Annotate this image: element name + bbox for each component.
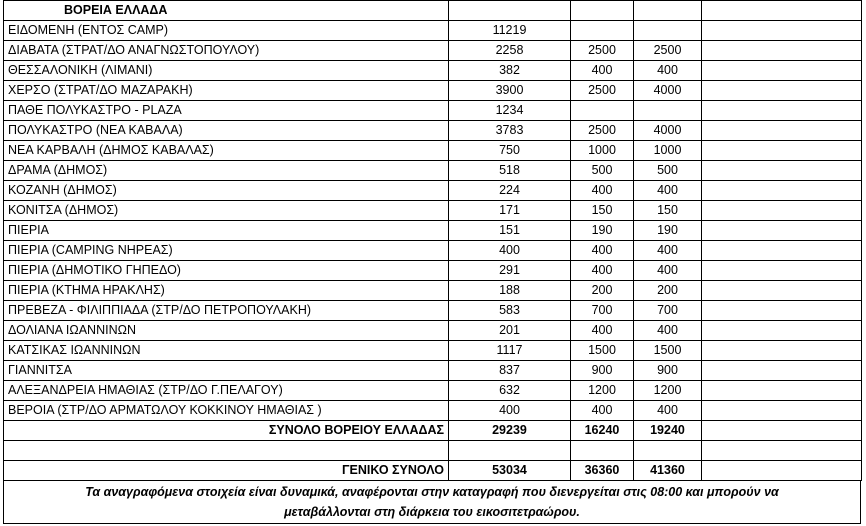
value-col-2: 2500 — [571, 41, 634, 61]
value-col-3: 1200 — [634, 381, 702, 401]
table-row — [4, 181, 862, 201]
value-col-2: 400 — [571, 401, 634, 421]
location-name: ΠΙΕΡΙΑ (ΔΗΜΟΤΙΚΟ ΓΗΠΕΔΟ) — [4, 261, 449, 281]
empty-cell — [702, 221, 862, 241]
value-col-3: 4000 — [634, 81, 702, 101]
total-col-3: 19240 — [634, 421, 702, 441]
value-col-1: 837 — [449, 361, 571, 381]
value-col-2: 1200 — [571, 381, 634, 401]
total-col-2: 16240 — [571, 421, 634, 441]
region-header-row — [4, 1, 862, 21]
table-row — [4, 101, 862, 121]
total-col-2: 36360 — [571, 461, 634, 481]
value-col-2: 190 — [571, 221, 634, 241]
empty-cell — [702, 21, 862, 41]
region-title: ΒΟΡΕΙΑ ΕΛΛΑΔΑ — [4, 1, 449, 21]
location-name: ΠΙΕΡΙΑ (ΚΤΗΜΑ ΗΡΑΚΛΗΣ) — [4, 281, 449, 301]
location-name: ΧΕΡΣΟ (ΣΤΡΑΤ/ΔΟ ΜΑΖΑΡΑΚΗ) — [4, 81, 449, 101]
value-col-2: 400 — [571, 241, 634, 261]
empty-cell — [702, 261, 862, 281]
footnote-line-2: μεταβάλλονται στη διάρκεια του εικοσιτετραώρου. — [284, 505, 580, 519]
value-col-3: 700 — [634, 301, 702, 321]
total-col-3: 41360 — [634, 461, 702, 481]
location-name: ΠΙΕΡΙΑ (CAMPING ΝΗΡΕΑΣ) — [4, 241, 449, 261]
empty-cell — [702, 281, 862, 301]
footnote-line-1: Τα αναγραφόμενα στοιχεία είναι δυναμικά, αναφέρονται στην καταγραφή που διενεργείται στις 08:00 και μπορούν να — [85, 485, 779, 499]
footnote — [3, 480, 861, 524]
location-name: ΔΡΑΜΑ (ΔΗΜΟΣ) — [4, 161, 449, 181]
empty-cell — [702, 421, 862, 441]
value-col-1: 2258 — [449, 41, 571, 61]
empty-cell — [702, 181, 862, 201]
table-row — [4, 161, 862, 181]
value-col-1: 1117 — [449, 341, 571, 361]
location-name: ΔΟΛΙΑΝΑ ΙΩΑΝΝΙΝΩΝ — [4, 321, 449, 341]
empty-cell — [702, 441, 862, 461]
value-col-2: 400 — [571, 61, 634, 81]
value-col-2: 150 — [571, 201, 634, 221]
value-col-3: 400 — [634, 241, 702, 261]
value-col-2: 400 — [571, 181, 634, 201]
value-col-1: 171 — [449, 201, 571, 221]
value-col-3: 200 — [634, 281, 702, 301]
grand-total-row — [4, 461, 862, 481]
location-name: ΑΛΕΞΑΝΔΡΕΙΑ ΗΜΑΘΙΑΣ (ΣΤΡ/ΔΟ Γ.ΠΕΛΑΓΟΥ) — [4, 381, 449, 401]
table-row — [4, 341, 862, 361]
value-col-3: 500 — [634, 161, 702, 181]
subtotal-row — [4, 421, 862, 441]
location-name: ΚΟΖΑΝΗ (ΔΗΜΟΣ) — [4, 181, 449, 201]
empty-cell — [702, 241, 862, 261]
empty-cell — [702, 301, 862, 321]
value-col-1: 632 — [449, 381, 571, 401]
empty-cell — [702, 361, 862, 381]
value-col-2: 200 — [571, 281, 634, 301]
value-col-2 — [571, 21, 634, 41]
value-col-3: 400 — [634, 61, 702, 81]
table-row — [4, 401, 862, 421]
empty-cell — [702, 161, 862, 181]
value-col-3: 190 — [634, 221, 702, 241]
total-col-1: 53034 — [449, 461, 571, 481]
value-col-1: 400 — [449, 401, 571, 421]
capacity-table — [3, 0, 862, 481]
value-col-3: 400 — [634, 261, 702, 281]
empty-cell — [449, 441, 571, 461]
table-row — [4, 281, 862, 301]
value-col-2: 2500 — [571, 121, 634, 141]
location-name: ΚΑΤΣΙΚΑΣ ΙΩΑΝΝΙΝΩΝ — [4, 341, 449, 361]
value-col-1: 151 — [449, 221, 571, 241]
value-col-1: 201 — [449, 321, 571, 341]
empty-cell — [702, 141, 862, 161]
empty-cell — [702, 121, 862, 141]
value-col-2: 2500 — [571, 81, 634, 101]
empty-cell — [702, 341, 862, 361]
value-col-3 — [634, 101, 702, 121]
value-col-1: 1234 — [449, 101, 571, 121]
table-row — [4, 361, 862, 381]
table-row — [4, 141, 862, 161]
empty-cell — [702, 461, 862, 481]
empty-cell — [702, 101, 862, 121]
value-col-2: 500 — [571, 161, 634, 181]
location-name: ΓΙΑΝΝΙΤΣΑ — [4, 361, 449, 381]
value-col-3: 900 — [634, 361, 702, 381]
empty-cell — [634, 441, 702, 461]
value-col-2: 900 — [571, 361, 634, 381]
location-name: ΝΕΑ ΚΑΡΒΑΛΗ (ΔΗΜΟΣ ΚΑΒΑΛΑΣ) — [4, 141, 449, 161]
table-row — [4, 41, 862, 61]
table-row — [4, 321, 862, 341]
table-row — [4, 301, 862, 321]
value-col-1: 291 — [449, 261, 571, 281]
value-col-3: 400 — [634, 321, 702, 341]
value-col-2: 700 — [571, 301, 634, 321]
value-col-2: 1500 — [571, 341, 634, 361]
table-row — [4, 381, 862, 401]
empty-cell — [702, 41, 862, 61]
value-col-1: 382 — [449, 61, 571, 81]
total-label: ΓΕΝΙΚΟ ΣΥΝΟΛΟ — [4, 461, 449, 481]
value-col-3: 400 — [634, 401, 702, 421]
value-col-2: 400 — [571, 261, 634, 281]
empty-cell — [702, 321, 862, 341]
table-row — [4, 21, 862, 41]
table-row — [4, 81, 862, 101]
table-row — [4, 221, 862, 241]
location-name: ΔΙΑΒΑΤΑ (ΣΤΡΑΤ/ΔΟ ΑΝΑΓΝΩΣΤΟΠΟΥΛΟΥ) — [4, 41, 449, 61]
value-col-3: 150 — [634, 201, 702, 221]
location-name: ΠΑΘΕ ΠΟΛΥΚΑΣΤΡΟ - PLAZA — [4, 101, 449, 121]
value-col-1: 11219 — [449, 21, 571, 41]
location-name: ΘΕΣΣΑΛΟΝΙΚΗ (ΛΙΜΑΝΙ) — [4, 61, 449, 81]
value-col-1: 518 — [449, 161, 571, 181]
empty-cell — [571, 441, 634, 461]
value-col-3: 1000 — [634, 141, 702, 161]
value-col-3: 1500 — [634, 341, 702, 361]
table-row — [4, 61, 862, 81]
total-label: ΣΥΝΟΛΟ ΒΟΡΕΙΟΥ ΕΛΛΑΔΑΣ — [4, 421, 449, 441]
location-name: ΠΙΕΡΙΑ — [4, 221, 449, 241]
location-name: ΠΟΛΥΚΑΣΤΡΟ (ΝΕΑ ΚΑΒΑΛΑ) — [4, 121, 449, 141]
location-name: ΕΙΔΟΜΕΝΗ (ΕΝΤΟΣ CAMP) — [4, 21, 449, 41]
value-col-3: 2500 — [634, 41, 702, 61]
empty-cell — [702, 401, 862, 421]
value-col-2 — [571, 101, 634, 121]
location-name: ΠΡΕΒΕΖΑ - ΦΙΛΙΠΠΙΑΔΑ (ΣΤΡ/ΔΟ ΠΕΤΡΟΠΟΥΛΑΚΗ) — [4, 301, 449, 321]
table-row — [4, 121, 862, 141]
value-col-3: 4000 — [634, 121, 702, 141]
table-row — [4, 261, 862, 281]
empty-cell — [702, 381, 862, 401]
table-row — [4, 241, 862, 261]
value-col-1: 400 — [449, 241, 571, 261]
spacer-row — [4, 441, 862, 461]
value-col-1: 188 — [449, 281, 571, 301]
value-col-1: 3783 — [449, 121, 571, 141]
value-col-3: 400 — [634, 181, 702, 201]
empty-cell — [702, 201, 862, 221]
location-name: ΒΕΡΟΙΑ (ΣΤΡ/ΔΟ ΑΡΜΑΤΩΛΟΥ ΚΟΚΚΙΝΟΥ ΗΜΑΘΙΑΣ ) — [4, 401, 449, 421]
table-row — [4, 201, 862, 221]
empty-cell — [702, 61, 862, 81]
location-name: ΚΟΝΙΤΣΑ (ΔΗΜΟΣ) — [4, 201, 449, 221]
empty-cell — [4, 441, 449, 461]
total-col-1: 29239 — [449, 421, 571, 441]
value-col-1: 583 — [449, 301, 571, 321]
value-col-1: 750 — [449, 141, 571, 161]
empty-cell — [702, 81, 862, 101]
value-col-2: 400 — [571, 321, 634, 341]
value-col-1: 224 — [449, 181, 571, 201]
value-col-2: 1000 — [571, 141, 634, 161]
value-col-1: 3900 — [449, 81, 571, 101]
value-col-3 — [634, 21, 702, 41]
